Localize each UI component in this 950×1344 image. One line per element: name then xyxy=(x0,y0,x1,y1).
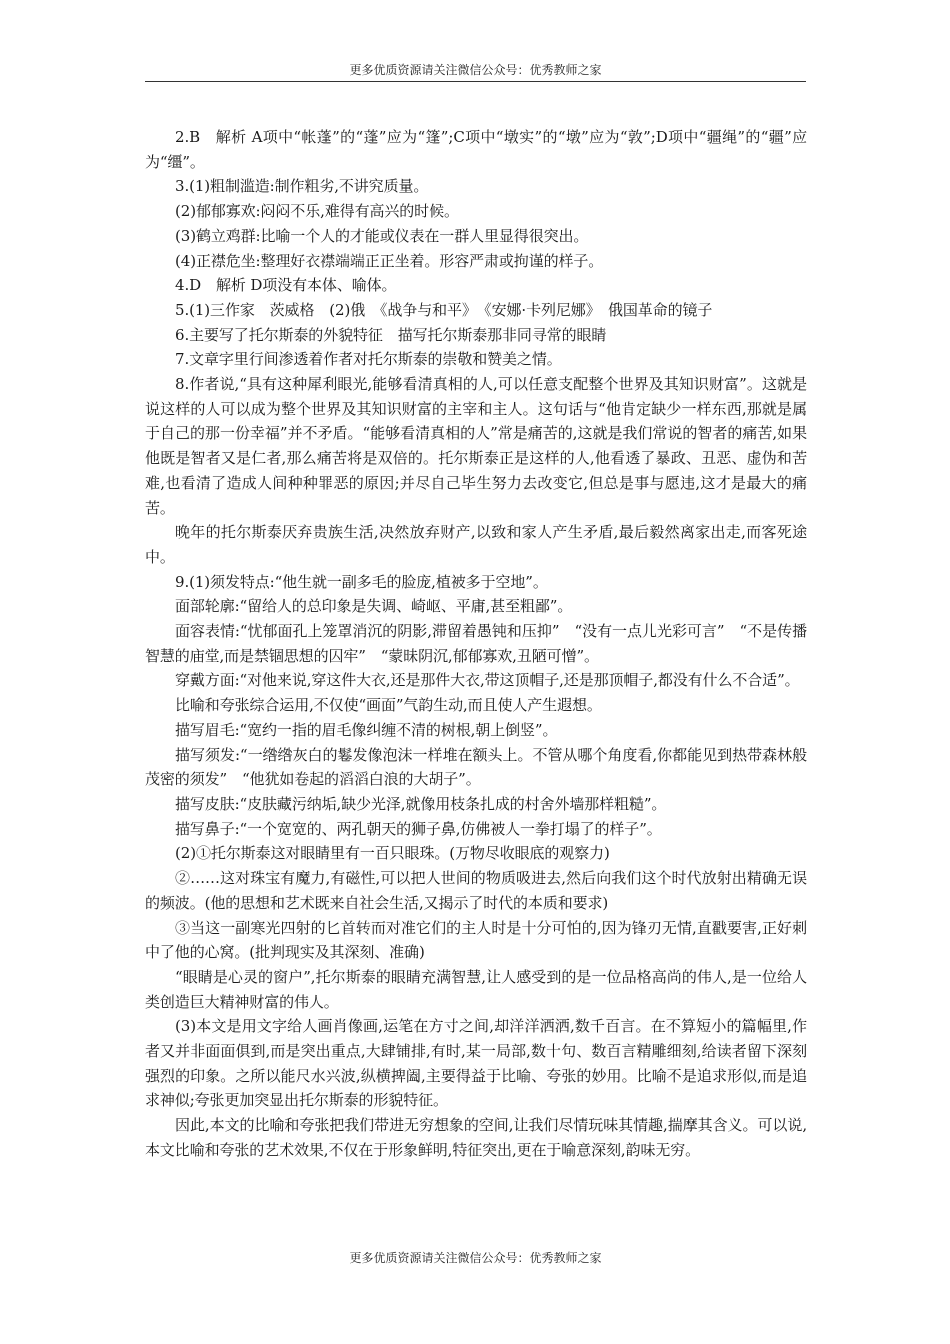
page-header: 更多优质资源请关注微信公众号：优秀教师之家 xyxy=(349,63,602,77)
answer-8-continued: 晚年的托尔斯泰厌弃贵族生活,决然放弃财产,以致和家人产生矛盾,最后毅然离家出走,而客死途中。 xyxy=(145,523,807,566)
page-footer: 更多优质资源请关注微信公众号：优秀教师之家 xyxy=(349,1251,602,1265)
answer-9-1-skin: 描写皮肤:“皮肤藏污纳垢,缺少光泽,就像用枝条扎成的村舍外墙那样粗糙”。 xyxy=(175,794,667,813)
answer-5: 5.(1)三作家 茨威格 (2)俄 《战争与和平》 《安娜·卡列尼娜》 俄国革命的镜子 xyxy=(175,300,713,319)
answer-content xyxy=(145,125,807,1163)
answer-7: 7.文章字里行间渗透着作者对托尔斯泰的崇敬和赞美之情。 xyxy=(175,350,562,369)
answer-4: 4.D 解析 D项没有本体、喻体。 xyxy=(175,276,397,295)
answer-3-4: (4)正襟危坐:整理好衣襟端端正正坐着。形容严肃或拘谨的样子。 xyxy=(175,251,604,270)
answer-3-2: (2)郁郁寡欢:闷闷不乐,难得有高兴的时候。 xyxy=(175,202,459,221)
answer-6: 6.主要写了托尔斯泰的外貌特征 描写托尔斯泰那非同寻常的眼睛 xyxy=(175,325,607,344)
answer-9-2-item-3: ③当这一副寒光四射的匕首转而对准它们的主人时是十分可怕的,因为锋刃无情,直戳要害,正好刺中了他的心窝。(批判现实及其深刻、准确) xyxy=(145,918,807,962)
answer-9-2-item-2: ②……这对珠宝有魔力,有磁性,可以把人世间的物质吸进去,然后向我们这个时代放射出精确无误的频波。(他的思想和艺术既来自社会生活,又揭示了时代的本质和要求) xyxy=(145,869,807,912)
answer-9-1-expression: 面容表情:“忧郁面孔上笼罩消沉的阴影,滞留着愚钝和压抑” “没有一点儿光彩可言” “不是传播智慧的庙堂,而是禁锢思想的囚牢” “蒙昧阴沉,郁郁寡欢,丑陋可憎”。 xyxy=(145,622,807,665)
answer-3-3: (3)鹤立鸡群:比喻一个人的才能或仪表在一群人里显得很突出。 xyxy=(175,226,589,245)
answer-2: 2.B 解析 A项中“帐蓬”的“蓬”应为“篷”;C项中“墩实”的“墩”应为“敦”;D项中“疆绳”的“疆”应为“缰”。 xyxy=(145,128,807,171)
answer-9-1-hair: 9.(1)须发特点:“他生就一副多毛的脸庞,植被多于空地”。 xyxy=(175,572,548,591)
answer-9-1-eyebrows: 描写眉毛:“宽约一指的眉毛像纠缠不清的树根,朝上倒竖”。 xyxy=(175,720,558,739)
answer-9-1-nose: 描写鼻子:“一个宽宽的、两孔朝天的狮子鼻,仿佛被人一拳打塌了的样子”。 xyxy=(175,819,662,838)
answer-8: 8.作者说,“具有这种犀利眼光,能够看清真相的人,可以任意支配整个世界及其知识财富”。这就是说这样的人可以成为整个世界及其知识财富的主宰和主人。这句话与“他肯定缺少一样东西,那就是属于自己的那一份幸福”并不矛盾。“能够看清真相的人”常是痛苦的,这就是我们常说的智者的痛苦,如果他既是智者又是仁者,那么痛苦将是双倍的。托尔斯泰正是这样的人,他看透了暴政、丑恶、虚伪和苦难,也看清了造成人间种种罪恶的原因;并尽自己毕生努力去改变它,但总是事与愿违,这才是最大的痛苦。 xyxy=(145,375,807,517)
answer-9-2-summary: “眼睛是心灵的窗户”,托尔斯泰的眼睛充满智慧,让人感受到的是一位品格高尚的伟人,是一位给人类创造巨大精神财富的伟人。 xyxy=(145,967,807,1011)
answer-3-1: 3.(1)粗制滥造:制作粗劣,不讲究质量。 xyxy=(175,177,429,196)
answer-9-3: (3)本文是用文字给人画肖像画,运笔在方寸之间,却洋洋洒洒,数千百言。在不算短小的篇幅里,作者又并非面面俱到,而是突出重点,大肆铺排,有时,某一局部,数十句、数百言精雕细刻,给读者留下深刻强烈的印象。之所以能尺水兴波,纵横捭阖,主要得益于比喻、夸张的妙用。比喻不是追求形似,而是追求神似;夸张更加突显出托尔斯泰的形貌特征。 xyxy=(145,1017,807,1110)
answer-9-3-conclusion: 因此,本文的比喻和夸张把我们带进无穷想象的空间,让我们尽情玩味其情趣,揣摩其含义。可以说,本文比喻和夸张的艺术效果,不仅在于形象鲜明,特征突出,更在于喻意深刻,韵味无穷。 xyxy=(145,1116,807,1159)
answer-9-2-item-1: (2)①托尔斯泰这对眼睛里有一百只眼珠。(万物尽收眼底的观察力) xyxy=(175,844,610,863)
header-divider xyxy=(145,81,806,82)
answer-9-1-face-outline: 面部轮廓:“留给人的总印象是失调、崎岖、平庸,甚至粗鄙”。 xyxy=(175,597,573,616)
answer-9-1-summary: 比喻和夸张综合运用,不仅使“画面”气韵生动,而且使人产生遐想。 xyxy=(175,696,602,715)
answer-9-1-clothing: 穿戴方面:“对他来说,穿这件大衣,还是那件大衣,带这顶帽子,还是那顶帽子,都没有什么不合适”。 xyxy=(175,671,800,690)
answer-9-1-beard: 描写须发:“一绺绺灰白的鬈发像泡沫一样堆在额头上。不管从哪个角度看,你都能见到热带森林般茂密的须发” “他犹如卷起的滔滔白浪的大胡子”。 xyxy=(145,745,807,789)
